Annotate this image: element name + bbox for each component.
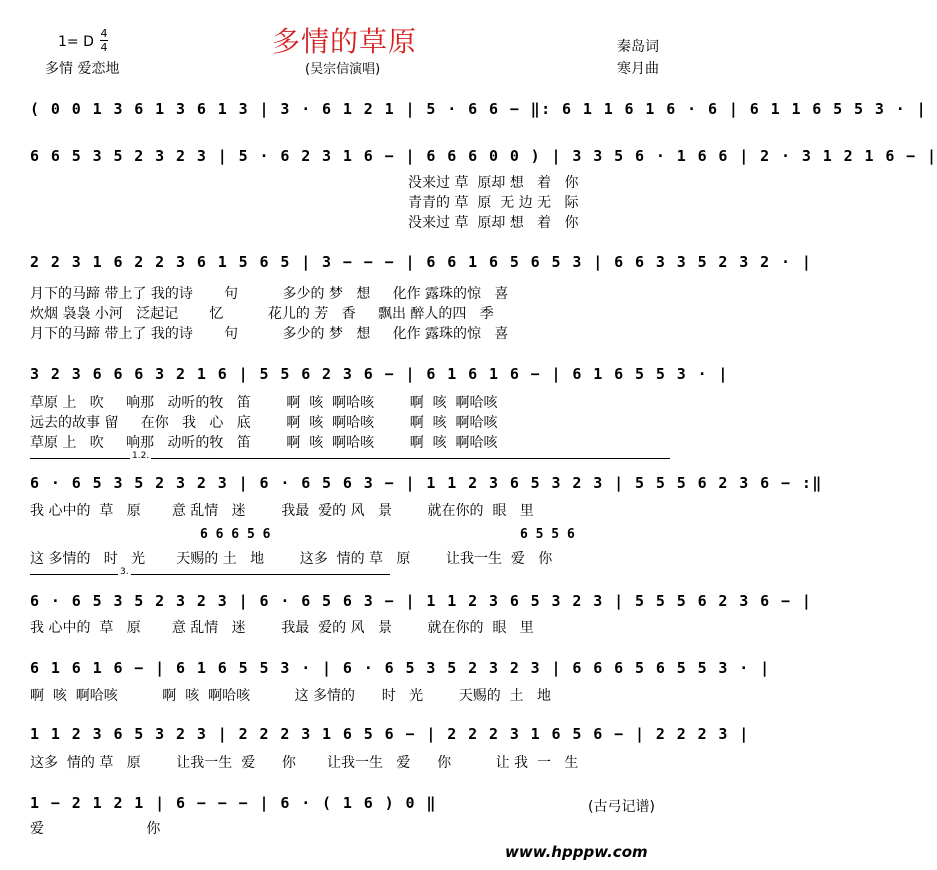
lyric-verse4-a: 我 心中的 草 原 意 乱情 迷 我最 爱的 风 景 就在你的 眼 里: [30, 503, 534, 519]
song-title: 多情的草原: [272, 25, 418, 58]
composer-credit: 寒月曲: [617, 61, 659, 77]
transcriber-note: (古弓记谱): [588, 799, 655, 815]
lyric-verse3-a: 草原 上 吹 响那 动听的牧 笛 啊 咳 啊哈咳 啊 咳 啊哈咳: [30, 395, 498, 411]
score-line-1: ( 0 0 1 3 6 1 3 6 1 3 | 3 · 6 1 2 1 | 5 · 6 6 − ‖: 6 1 1 6 1 6 · 6 | 6 1 1 6 5 5 3 · |: [30, 100, 928, 118]
score-line-6: 6 · 6 5 3 5 2 3 2 3 | 6 · 6 5 6 3 − | 1 1 2 3 6 5 3 2 3 | 5 5 5 6 2 3 6 − |: [30, 592, 813, 610]
lyric-verse2-c: 月下的马蹄 带上了 我的诗 句 多少的 梦 想 化作 露珠的惊 喜: [30, 326, 509, 342]
lyric-verse1-b: 青青的 草 原 无 边 无 际: [408, 195, 579, 211]
lyric-verse2-b: 炊烟 袅袅 小河 泛起记 忆 花儿的 芳 香 飘出 醉人的四 季: [30, 306, 494, 322]
lyric-verse5: 我 心中的 草 原 意 乱情 迷 我最 爱的 风 景 就在你的 眼 里: [30, 620, 534, 636]
site-url[interactable]: www.hpppw.com: [505, 843, 648, 861]
score-line-8: 1 1 2 3 6 5 3 2 3 | 2 2 2 3 1 6 5 6 − | 2 2 2 3 1 6 5 6 − | 2 2 2 3 |: [30, 725, 750, 743]
score-line-9: 1 − 2 1 2 1 | 6 − − − | 6 · ( 1 6 ) 0 ‖: [30, 794, 437, 812]
volta-bracket-2: [30, 567, 390, 577]
lyric-verse1-c: 没来过 草 原却 想 着 你: [408, 215, 579, 231]
lyric-verse2-a: 月下的马蹄 带上了 我的诗 句 多少的 梦 想 化作 露珠的惊 喜: [30, 286, 509, 302]
score-line-7: 6 1 6 1 6 − | 6 1 6 5 5 3 · | 6 · 6 5 3 5 2 3 2 3 | 6 6 6 5 6 5 5 3 · |: [30, 659, 771, 677]
lyric-verse8: 爱 你: [30, 821, 161, 837]
score-line-2: 6 6 5 3 5 2 3 2 3 | 5 · 6 2 3 1 6 − | 6 6 6 0 0 ) | 3 3 5 6 · 1 6 6 | 2 · 3 1 2 1 6 − |: [30, 147, 937, 165]
lyric-verse7: 这多 情的 草 原 让我一生 爱 你 让我一生 爱 你 让 我 一 生: [30, 755, 579, 771]
score-line-5: 6 · 6 5 3 5 2 3 2 3 | 6 · 6 5 6 3 − | 1 1 2 3 6 5 3 2 3 | 5 5 5 6 2 3 6 − :‖: [30, 474, 823, 492]
volta-label-1: 1.2.: [132, 451, 150, 461]
time-numerator: 4: [100, 27, 108, 40]
lyricist-credit: 秦岛词: [617, 39, 659, 55]
score-line-4: 3 2 3 6 6 6 3 2 1 6 | 5 5 6 2 3 6 − | 6 1 6 1 6 − | 6 1 6 5 5 3 · |: [30, 365, 729, 383]
volta-label-2: 3.: [120, 567, 129, 577]
lyric-verse3-b: 远去的故事 留 在你 我 心 底 啊 咳 啊哈咳 啊 咳 啊哈咳: [30, 415, 498, 431]
alt-notes-1: 6 6 6 5 6: [200, 527, 271, 542]
volta-bracket-1: [30, 451, 670, 461]
lyric-verse4-b: 这 多情的 时 光 天赐的 土 地 这多 情的 草 原 让我一生 爱 你: [30, 551, 553, 567]
lyric-verse1-a: 没来过 草 原却 想 着 你: [408, 175, 579, 191]
lyric-verse6: 啊 咳 啊哈咳 啊 咳 啊哈咳 这 多情的 时 光 天赐的 土 地: [30, 688, 551, 704]
singer-credit: (吴宗信演唱): [305, 62, 381, 77]
performance-style: 多情 爱恋地: [45, 61, 120, 77]
score-line-3: 2 2 3 1 6 2 2 3 6 1 5 6 5 | 3 − − − | 6 6 1 6 5 6 5 3 | 6 6 3 3 5 2 3 2 · |: [30, 253, 813, 271]
time-denominator: 4: [100, 41, 108, 54]
lyric-verse3-c: 草原 上 吹 响那 动听的牧 笛 啊 咳 啊哈咳 啊 咳 啊哈咳: [30, 435, 498, 451]
key-text: 1= D: [58, 34, 94, 50]
key-signature: [58, 34, 94, 50]
alt-notes-2: 6 5 5 6: [520, 527, 575, 542]
time-signature: [100, 28, 108, 53]
